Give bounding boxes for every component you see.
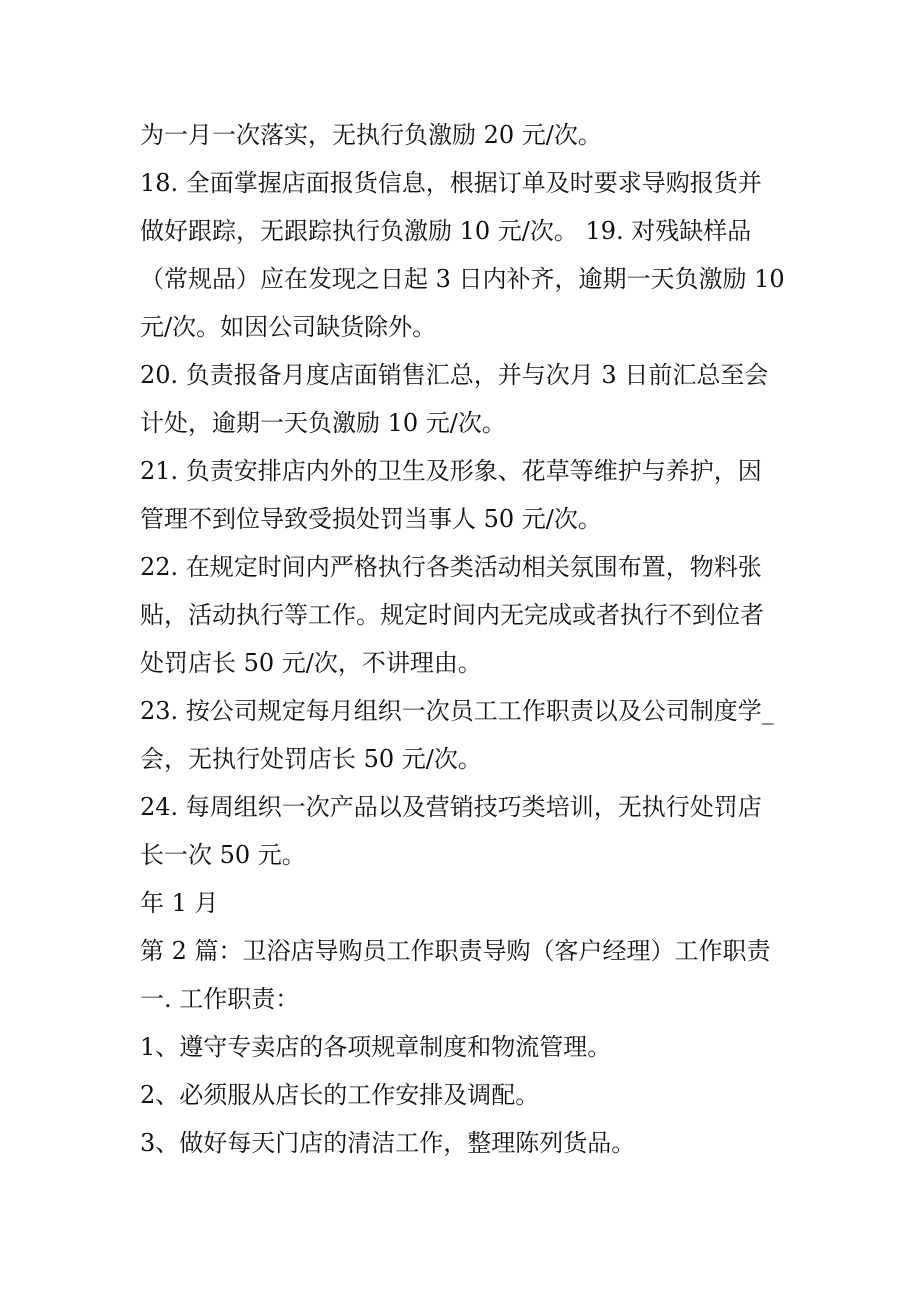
text-line: 24. 每周组织一次产品以及营销技巧类培训，无执行处罚店 — [140, 793, 762, 821]
text-line: 长一次 50 元。 — [140, 841, 306, 869]
text-line: 计处，逾期一天负激励 10 元/次。 — [140, 409, 506, 437]
text-line: 一. 工作职责： — [140, 985, 300, 1013]
text-line: 会，无执行处罚店长 50 元/次。 — [140, 745, 482, 773]
text-line: 为一月一次落实，无执行负激励 20 元/次。 — [140, 121, 602, 149]
text-line: 做好跟踪，无跟踪执行负激励 10 元/次。 19. 对残缺样品 — [140, 217, 752, 245]
text-line: 23. 按公司规定每月组织一次员工工作职责以及公司制度学_ — [140, 697, 774, 725]
text-line: 22. 在规定时间内严格执行各类活动相关氛围布置，物料张 — [140, 553, 762, 581]
text-line: （常规品）应在发现之日起 3 日内补齐，逾期一天负激励 10 — [140, 265, 785, 293]
text-line: 管理不到位导致受损处罚当事人 50 元/次。 — [140, 505, 602, 533]
text-line: 年 1 月 — [140, 889, 219, 917]
text-line: 20. 负责报备月度店面销售汇总，并与次月 3 日前汇总至会 — [140, 361, 769, 389]
text-line: 元/次。如因公司缺货除外。 — [140, 313, 437, 341]
list-item: 3、做好每天门店的清洁工作，整理陈列货品。 — [140, 1129, 636, 1157]
text-line: 21. 负责安排店内外的卫生及形象、花草等维护与养护，因 — [140, 457, 762, 485]
text-line: 贴，活动执行等工作。规定时间内无完成或者执行不到位者 — [140, 601, 764, 629]
document-body — [140, 111, 800, 1167]
section-heading: 第 2 篇：卫浴店导购员工作职责导购（客户经理）工作职责 — [140, 937, 771, 965]
list-item: 2、必须服从店长的工作安排及调配。 — [140, 1081, 540, 1109]
text-line: 18. 全面掌握店面报货信息，根据订单及时要求导购报货并 — [140, 169, 762, 197]
list-item: 1、遵守专卖店的各项规章制度和物流管理。 — [140, 1033, 612, 1061]
text-line: 处罚店长 50 元/次，不讲理由。 — [140, 649, 482, 677]
